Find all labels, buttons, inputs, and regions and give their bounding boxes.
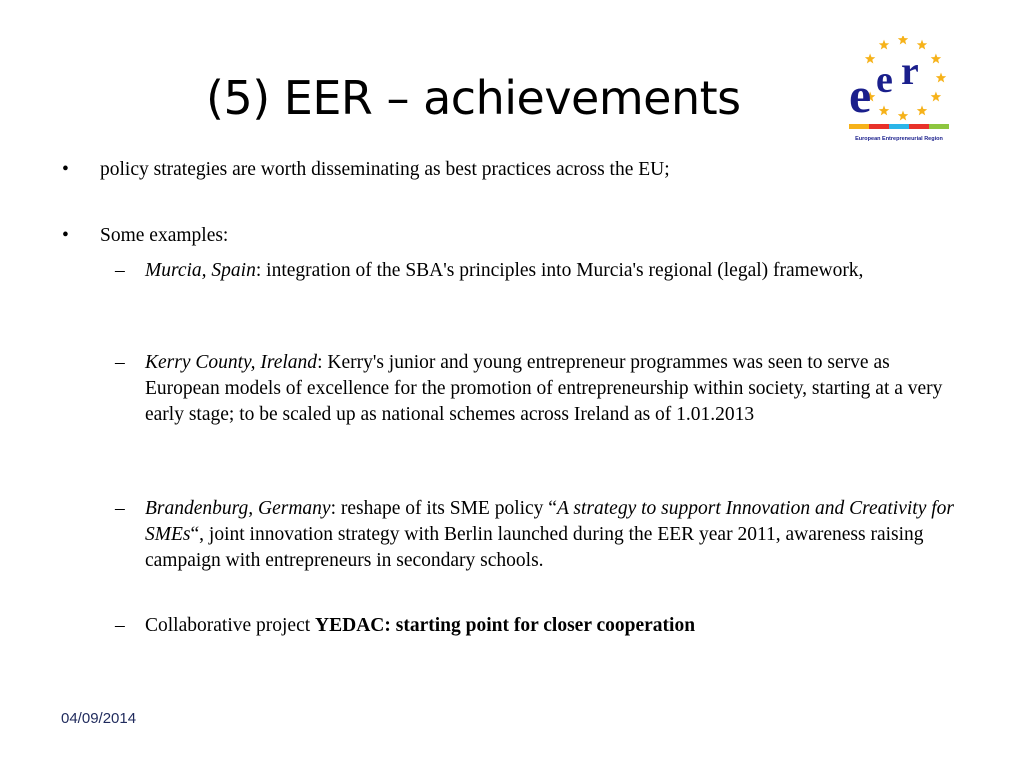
logo-bar-3 — [889, 124, 909, 129]
example-text — [145, 613, 960, 639]
star-icon — [931, 92, 941, 102]
logo-bar-5 — [929, 124, 949, 129]
yedac-highlight: YEDAC: starting point for closer cooperation — [315, 615, 696, 636]
bullet-marker: • — [62, 159, 69, 180]
strategy-title: A strategy to support Innovation and Creativity for SMEs — [145, 498, 954, 545]
bullet-text: Some examples: — [100, 225, 229, 246]
star-icon — [917, 105, 927, 115]
example-text — [145, 496, 960, 574]
dash-marker: – — [115, 498, 125, 519]
star-icon — [879, 40, 889, 50]
bullet-text: policy strategies are worth disseminating as best practices across the EU; — [100, 159, 670, 180]
slide-title: (5) EER – achievements — [206, 71, 741, 125]
example-description-b: “, joint innovation strategy with Berlin launched during the EER year 2011, awareness raising campaign with entrepreneurs in secondary schools. — [145, 524, 924, 571]
example-text — [145, 350, 960, 428]
logo-letter-e2: e — [876, 59, 893, 101]
example-place: Brandenburg, Germany — [145, 498, 331, 519]
star-icon — [898, 111, 908, 121]
footer-date: 04/09/2014 — [61, 710, 137, 727]
example-description-a: : reshape of its SME policy “ — [330, 498, 557, 519]
bullet-marker: • — [62, 225, 69, 246]
logo-bar-4 — [909, 124, 929, 129]
logo-letter-e1: e — [849, 67, 872, 123]
logo-letter-r: r — [901, 48, 919, 93]
dash-marker: – — [115, 352, 125, 373]
example-description: : Kerry's junior and young entrepreneur programmes was seen to serve as European models of excellence for the promotion of entrepreneurship within society, starting at a very early stage; to be scaled up as national schemes across Ireland as of 1.01.2013 — [145, 352, 943, 425]
dash-marker: – — [115, 260, 125, 281]
star-icon — [879, 105, 889, 115]
logo-bar-2 — [869, 124, 889, 129]
star-icon — [898, 36, 908, 44]
logo-caption: European Entrepreneurial Region — [855, 136, 943, 142]
star-icon — [936, 73, 946, 83]
example-place: Murcia, Spain — [145, 260, 256, 281]
dash-marker: – — [115, 615, 125, 636]
example-description: : integration of the SBA's principles into Murcia's regional (legal) framework, — [255, 260, 864, 281]
example-place: Kerry County, Ireland — [145, 352, 318, 373]
star-icon — [931, 54, 941, 64]
example-description: Collaborative project — [145, 615, 316, 636]
logo-bar-1 — [849, 124, 869, 129]
example-text — [145, 258, 960, 284]
eer-logo — [845, 36, 957, 144]
star-icon — [865, 54, 875, 64]
